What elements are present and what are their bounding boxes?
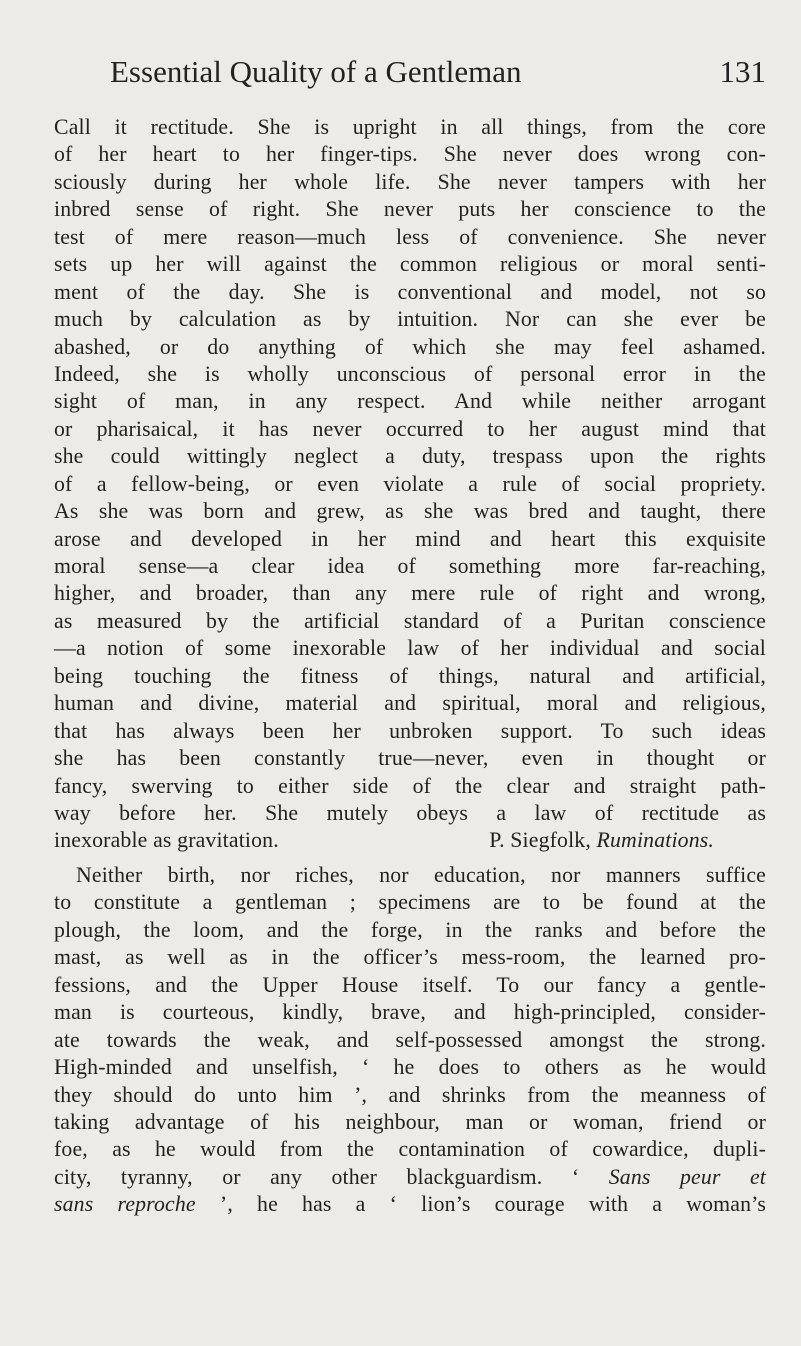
text-line: man is courteous, kindly, brave, and high-principled, consider- [54, 1000, 766, 1025]
attribution-work: Ruminations. [596, 828, 714, 853]
text-line: of her heart to her finger-tips. She never does wrong con- [54, 142, 766, 167]
text-line: inbred sense of right. She never puts her conscience to the [54, 197, 766, 222]
text-segment: ’, he has a ‘ lion’s courage with a woman’s [219, 1192, 766, 1217]
text-line: or pharisaical, it has never occurred to her august mind that [54, 416, 766, 441]
running-title: Essential Quality of a Gentleman [110, 54, 522, 89]
text-line: Call it rectitude. She is upright in all things, from the core [54, 115, 766, 139]
text-line: As she was born and grew, as she was bred and taught, there [54, 499, 766, 524]
text-line: human and divine, material and spiritual, moral and religious, [54, 691, 766, 716]
italic-phrase: Sans peur et [608, 1164, 766, 1189]
text-line: she has been constantly true—never, even in thought or [54, 746, 766, 771]
attribution [489, 827, 766, 854]
text-line: way before her. She mutely obeys a law of rectitude as [54, 800, 766, 825]
italic-phrase: sans reproche [54, 1192, 196, 1217]
running-head [110, 52, 766, 100]
text-line: ate towards the weak, and self-possessed amongst the strong. [54, 1027, 766, 1052]
quote-mark: ‘ [571, 1164, 580, 1189]
text-line: to constitute a gentleman ; specimens are to be found at the [54, 890, 766, 915]
attribution-line [54, 827, 766, 854]
text-line: High-minded and unselfish, ‘ he does to others as he would [54, 1055, 766, 1080]
text-segment: city, tyranny, or any other blackguardism. [54, 1164, 543, 1189]
text-line: as measured by the artificial standard of a Puritan conscience [54, 608, 766, 633]
text-line: much by calculation as by intuition. Nor can she ever be [54, 307, 766, 332]
text-line: of a fellow-being, or even violate a rule of social propriety. [54, 471, 766, 496]
text-line: she could wittingly neglect a duty, trespass upon the rights [54, 444, 766, 469]
text-line: moral sense—a clear idea of something more far-reaching, [54, 554, 766, 578]
text-line: test of mere reason—much less of convenience. She never [54, 224, 766, 249]
text-line: sciously during her whole life. She never tampers with her [54, 169, 766, 194]
text-line: fancy, swerving to either side of the clear and straight path- [54, 773, 766, 798]
text-line: sight of man, in any respect. And while neither arrogant [54, 389, 766, 414]
text-line: fessions, and the Upper House itself. To our fancy a gentle- [54, 972, 766, 997]
text-line: Indeed, she is wholly unconscious of personal error in the [54, 361, 766, 386]
text-line: mast, as well as in the officer’s mess-room, the learned pro- [54, 945, 766, 970]
text-line: that has always been her unbroken support. To such ideas [54, 718, 766, 743]
attribution-author: P. Siegfolk, [489, 828, 591, 853]
text-line: —a notion of some inexorable law of her individual and social [54, 636, 766, 661]
final-text-line: inexorable as gravitation. [54, 828, 279, 853]
text-line: ment of the day. She is conventional and model, not so [54, 279, 766, 304]
text-line: abashed, or do anything of which she may feel ashamed. [54, 334, 766, 359]
text-line [54, 1164, 766, 1191]
passage-gentleman [54, 862, 766, 1219]
passage-rectitude [54, 114, 766, 855]
text-line: being touching the fitness of things, natural and artificial, [54, 663, 766, 688]
text-line: taking advantage of his neighbour, man or woman, friend or [54, 1109, 766, 1134]
text-line [54, 1191, 766, 1218]
text-line: higher, and broader, than any mere rule of right and wrong, [54, 581, 766, 606]
text-line: arose and developed in her mind and heart this exquisite [54, 526, 766, 551]
text-line: foe, as he would from the contamination of cowardice, dupli- [54, 1137, 766, 1162]
page-number: 131 [719, 54, 766, 89]
text-line: plough, the loom, and the forge, in the ranks and before the [54, 917, 766, 942]
text-line: they should do unto him ’, and shrinks from the meanness of [54, 1082, 766, 1107]
text-line: Neither birth, nor riches, nor education, nor manners suffice [76, 863, 766, 887]
text-line: sets up her will against the common religious or moral senti- [54, 252, 766, 277]
